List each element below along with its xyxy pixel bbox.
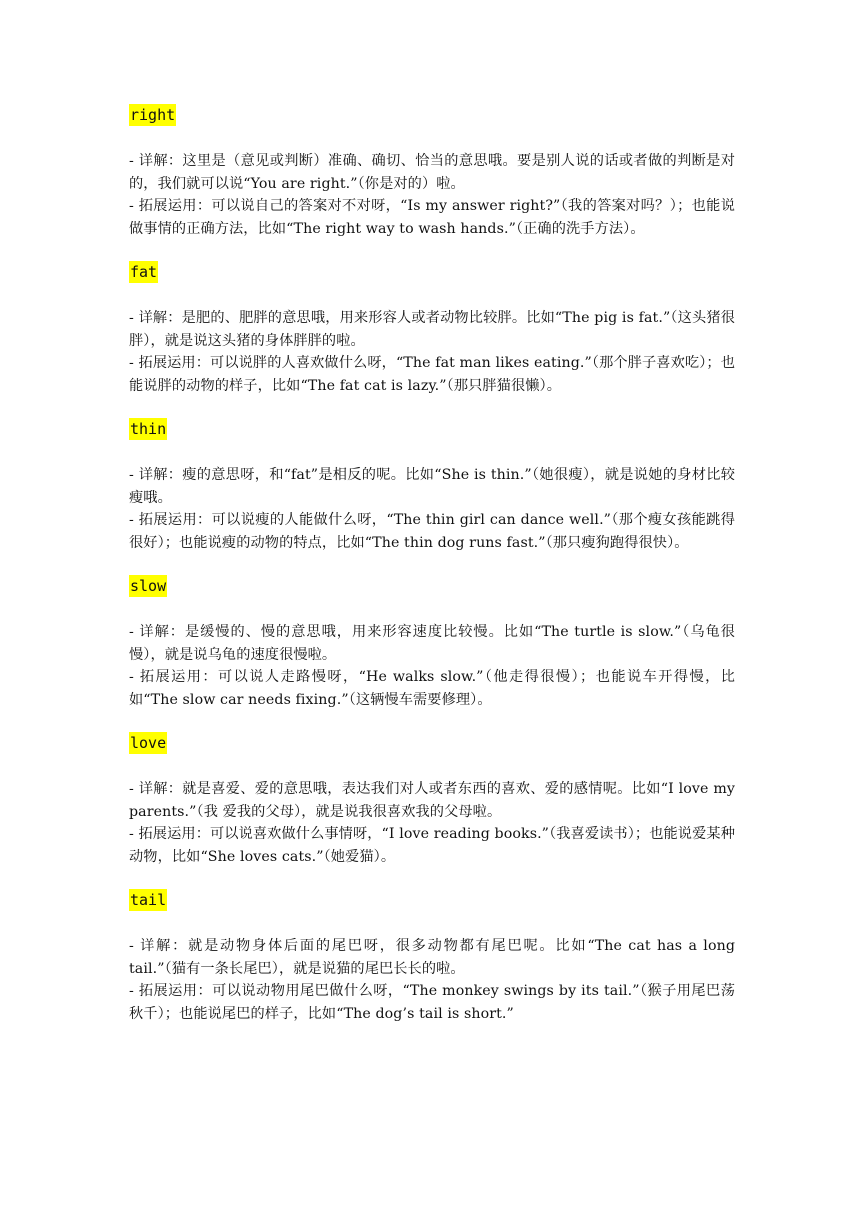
detail-paragraph: - 详解：就是喜爱、爱的意思哦，表达我们对人或者东西的喜欢、爱的感情呢。比如“I love my parents.”（我 爱我的父母），就是说我很喜欢我的父母啦。 <box>129 781 735 820</box>
vocab-word: thin <box>130 420 167 438</box>
entry-love <box>129 732 735 868</box>
detail-paragraph: - 详解：这里是（意见或判断）准确、确切、恰当的意思哦。要是别人说的话或者做的判断是对的，我们就可以说“You are right.”（你是对的）啦。 <box>129 153 735 192</box>
vocab-word: right <box>130 106 176 124</box>
detail-paragraph: - 详解：是肥的、肥胖的意思哦，用来形容人或者动物比较胖。比如“The pig is fat.”（这头猪很胖），就是说这头猪的身体胖胖的啦。 <box>129 310 735 349</box>
document-page <box>129 104 735 1025</box>
extend-paragraph: - 拓展运用：可以说自己的答案对不对呀，“Is my answer right?”（我的答案对吗？）；也能说做事情的正确方法，比如“The right way to wash hands.”（正确的洗手方法）。 <box>129 198 735 237</box>
extend-paragraph: - 拓展运用：可以说胖的人喜欢做什么呀，“The fat man likes eating.”（那个胖子喜欢吃）；也能说胖的动物的样子，比如“The fat cat is lazy.”（那只胖猫很懒）。 <box>129 355 735 394</box>
vocab-word: tail <box>130 891 167 909</box>
vocab-word: slow <box>130 577 167 595</box>
entry-slow <box>129 575 735 711</box>
entry-thin <box>129 418 735 554</box>
extend-paragraph: - 拓展运用：可以说瘦的人能做什么呀，“The thin girl can dance well.”（那个瘦女孩能跳得很好）；也能说瘦的动物的特点，比如“The thin dog runs fast.”（那只瘦狗跑得很快）。 <box>129 512 735 551</box>
detail-paragraph: - 详解：瘦的意思呀，和“fat”是相反的呢。比如“She is thin.”（她很瘦），就是说她的身材比较瘦哦。 <box>129 467 735 506</box>
detail-paragraph: - 详解：是缓慢的、慢的意思哦，用来形容速度比较慢。比如“The turtle is slow.”（乌龟很慢），就是说乌龟的速度很慢啦。 <box>129 624 735 663</box>
vocab-word: fat <box>130 263 158 281</box>
extend-paragraph: - 拓展运用：可以说人走路慢呀，“He walks slow.”（他走得很慢）；也能说车开得慢，比如“The slow car needs fixing.”（这辆慢车需要修理）。 <box>129 669 735 708</box>
entry-right <box>129 104 735 240</box>
entry-fat <box>129 261 735 397</box>
detail-paragraph: - 详解：就是动物身体后面的尾巴呀，很多动物都有尾巴呢。比如“The cat has a long tail.”（猫有一条长尾巴），就是说猫的尾巴长长的啦。 <box>129 938 735 977</box>
extend-paragraph: - 拓展运用：可以说动物用尾巴做什么呀，“The monkey swings by its tail.”（猴子用尾巴荡秋千）；也能说尾巴的样子，比如“The dog’s tail is short.” <box>129 983 735 1022</box>
extend-paragraph: - 拓展运用：可以说喜欢做什么事情呀，“I love reading books.”（我喜爱读书）；也能说爱某种动物，比如“She loves cats.”（她爱猫）。 <box>129 826 735 865</box>
vocab-word: love <box>130 734 167 752</box>
entry-tail <box>129 889 735 1025</box>
